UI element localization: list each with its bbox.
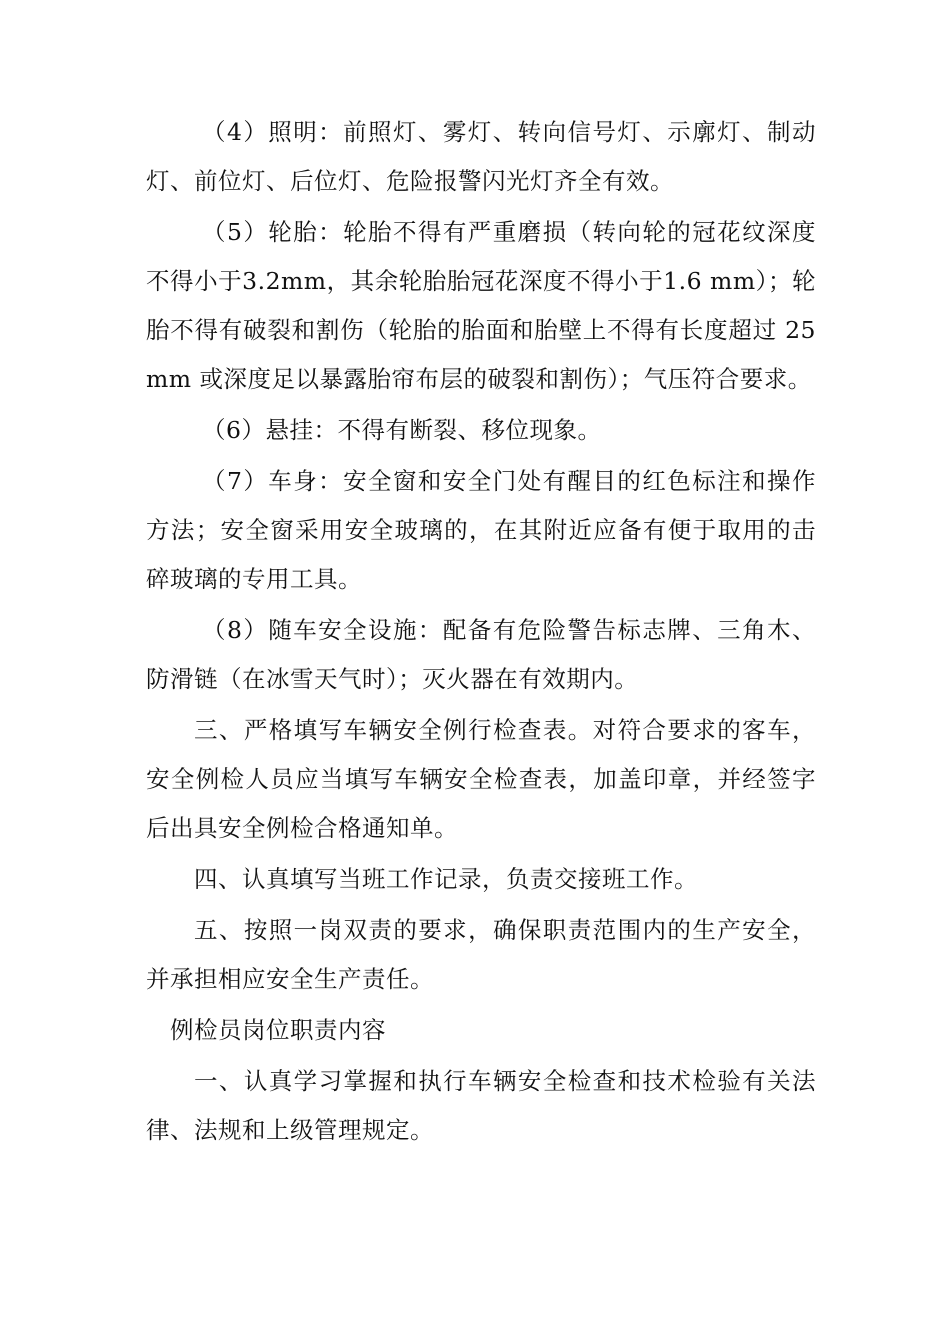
paragraph-section-one: 一、认真学习掌握和执行车辆安全检查和技术检验有关法律、法规和上级管理规定。 bbox=[146, 1067, 816, 1144]
paragraph-lighting: （4）照明：前照灯、雾灯、转向信号灯、示廓灯、制动灯、前位灯、后位灯、危险报警闪光灯齐全有效。 bbox=[146, 118, 816, 195]
paragraph-suspension: （6）悬挂：不得有断裂、移位现象。 bbox=[202, 416, 602, 444]
paragraph-body: （7）车身：安全窗和安全门处有醒目的红色标注和操作方法；安全窗采用安全玻璃的，在其附近应备有便于取用的击碎玻璃的专用工具。 bbox=[146, 467, 816, 593]
paragraph-safety-equipment: （8）随车安全设施：配备有危险警告标志牌、三角木、防滑链（在冰雪天气时）；灭火器在有效期内。 bbox=[146, 616, 816, 693]
paragraph-section-five: 五、按照一岗双责的要求，确保职责范围内的生产安全，并承担相应安全生产责任。 bbox=[146, 916, 816, 993]
paragraph-section-three: 三、严格填写车辆安全例行检查表。对符合要求的客车，安全例检人员应当填写车辆安全检查表，加盖印章，并经签字后出具安全例检合格通知单。 bbox=[146, 716, 816, 842]
paragraph-section-four: 四、认真填写当班工作记录，负责交接班工作。 bbox=[194, 865, 698, 893]
paragraph-tires: （5）轮胎：轮胎不得有严重磨损（转向轮的冠花纹深度不得小于3.2mm，其余轮胎胎冠花深度不得小于1.6 mm）；轮胎不得有破裂和割伤（轮胎的胎面和胎壁上不得有长度超过 25 mm 或深度足以暴露胎帘布层的破裂和割伤）；气压符合要求。 bbox=[146, 218, 816, 393]
document-body bbox=[146, 108, 816, 1157]
section-heading: 例检员岗位职责内容 bbox=[170, 1016, 386, 1044]
